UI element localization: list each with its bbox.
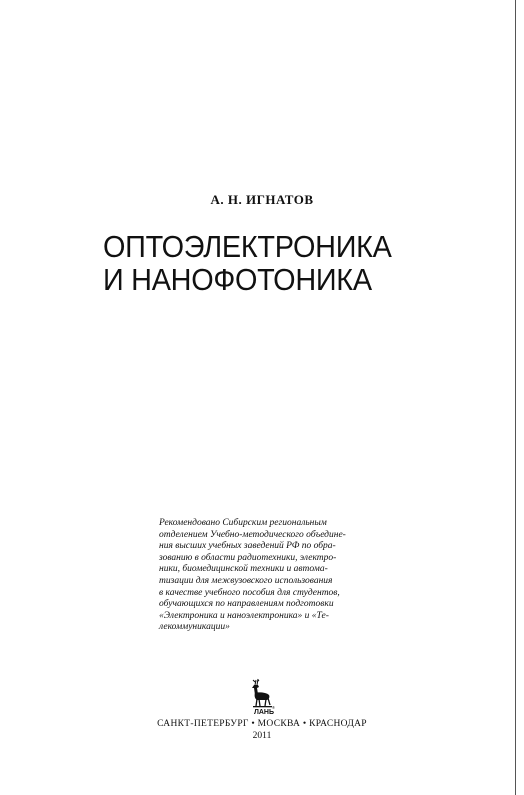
- annotation-line: Рекомендовано Сибирским региональным: [159, 518, 327, 528]
- doe-logo-icon: [244, 678, 274, 716]
- book-title-line-2: И НАНОФОТОНИКА: [103, 262, 372, 297]
- logo-text: ЛАНЬ: [253, 709, 275, 716]
- page-edge-line: [515, 0, 516, 795]
- annotation-line: ния высших учебных заведений РФ по обра-: [159, 541, 336, 552]
- book-title: [103, 230, 503, 296]
- annotation-line: в качестве учебного пособия для студентов,: [159, 587, 340, 598]
- approval-annotation: [159, 518, 374, 634]
- annotation-line: обучающихся по направлениям подготовки: [159, 599, 334, 610]
- publication-year: 2011: [252, 731, 272, 741]
- author-name: А. Н. ИГНАТОВ: [210, 192, 314, 207]
- annotation-line: ники, биомедицинской техники и автома-: [159, 564, 328, 575]
- annotation-line: лекоммуникации»: [159, 622, 230, 633]
- publisher-cities: САНКТ-ПЕТЕРБУРГ • МОСКВА • КРАСНОДАР: [157, 719, 367, 729]
- annotation-line: отделением Учебно-методического объедине-: [159, 529, 346, 540]
- annotation-line: зованию в области радиотехники, электро-: [159, 552, 337, 563]
- annotation-line: «Электроника и наноэлектроника» и «Те-: [159, 610, 329, 621]
- annotation-line: тизации для межвузовского использования: [159, 575, 333, 586]
- book-title-line-1: ОПТОЭЛЕКТРОНИКА: [103, 229, 392, 264]
- svg-text:®: ®: [272, 705, 275, 710]
